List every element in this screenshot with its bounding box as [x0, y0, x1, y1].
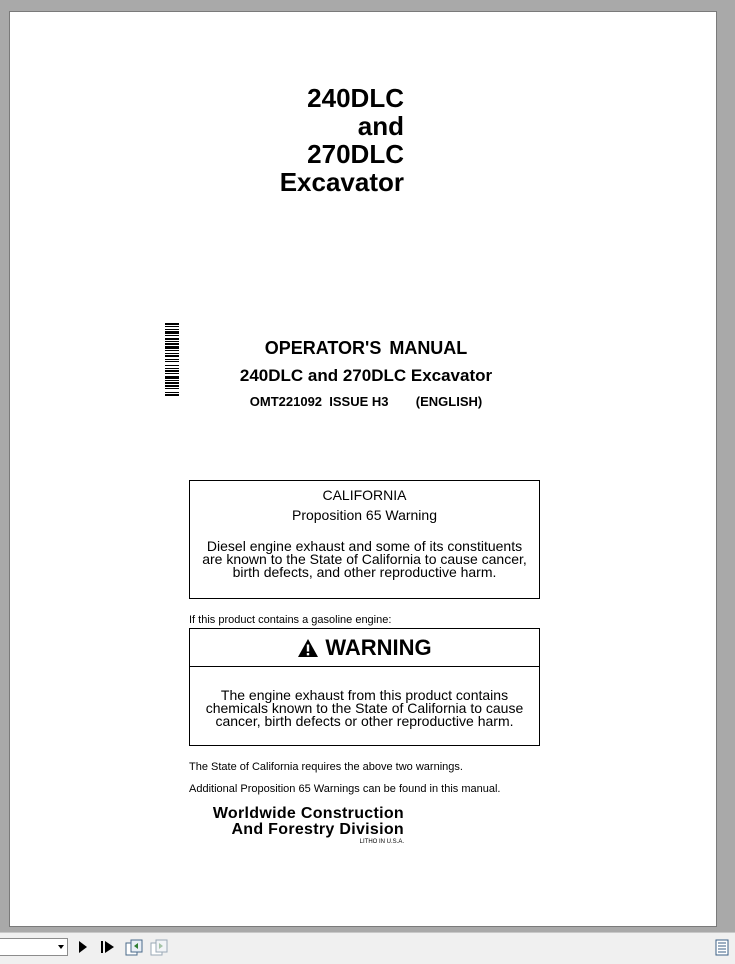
next-view-icon[interactable] — [150, 939, 168, 956]
warning-body: The engine exhaust from this product contains chemicals known to the State of California to cause cancer, birth defects or other reproductive harm. — [205, 687, 524, 729]
footnote-1: The State of California requires the above two warnings. — [189, 761, 463, 773]
manual-subtitle: 240DLC and 270DLC Excavator — [239, 366, 493, 385]
footnote-2: Additional Proposition 65 Warnings can be found in this manual. — [189, 783, 501, 795]
title-line-2: and — [357, 111, 404, 141]
litho-note: LITHO IN U.S.A. — [359, 839, 404, 845]
manual-issue: ISSUE H3 — [329, 394, 389, 409]
california-heading: CALIFORNIA — [322, 487, 407, 503]
division-line-1: Worldwide Construction — [212, 805, 404, 822]
previous-view-icon[interactable] — [125, 939, 143, 956]
manual-language: (ENGLISH) — [415, 394, 483, 409]
division-line-2: And Forestry Division — [231, 821, 404, 838]
manual-info — [176, 338, 556, 410]
cover-title — [280, 84, 404, 196]
warning-triangle-icon — [297, 638, 319, 658]
document-page — [10, 12, 716, 926]
proposition-heading: Proposition 65 Warning — [291, 507, 437, 523]
title-line-3: 270DLC — [307, 139, 404, 169]
gasoline-note: If this product contains a gasoline engine: — [189, 614, 392, 626]
gasoline-warning-box — [189, 628, 540, 746]
warning-header — [190, 629, 539, 667]
manual-code-line — [176, 394, 556, 410]
division-block — [213, 806, 404, 846]
last-page-icon[interactable] — [100, 940, 116, 954]
california-body: Diesel engine exhaust and some of its constituents are known to the State of California to cause cancer, birth defects, and other reproductive harm. — [202, 538, 527, 580]
next-page-icon[interactable] — [78, 940, 88, 954]
manual-title: OPERATOR'S MANUAL — [264, 338, 468, 358]
title-line-1: 240DLC — [307, 83, 404, 113]
warning-heading: WARNING — [325, 634, 432, 660]
viewer-toolbar — [0, 932, 735, 964]
california-warning-box — [189, 480, 540, 599]
manual-code: OMT221092 — [249, 394, 323, 409]
chevron-down-icon — [58, 945, 64, 949]
single-page-view-icon[interactable] — [715, 939, 729, 956]
title-line-4: Excavator — [279, 167, 404, 197]
page-number-select[interactable] — [0, 938, 68, 956]
